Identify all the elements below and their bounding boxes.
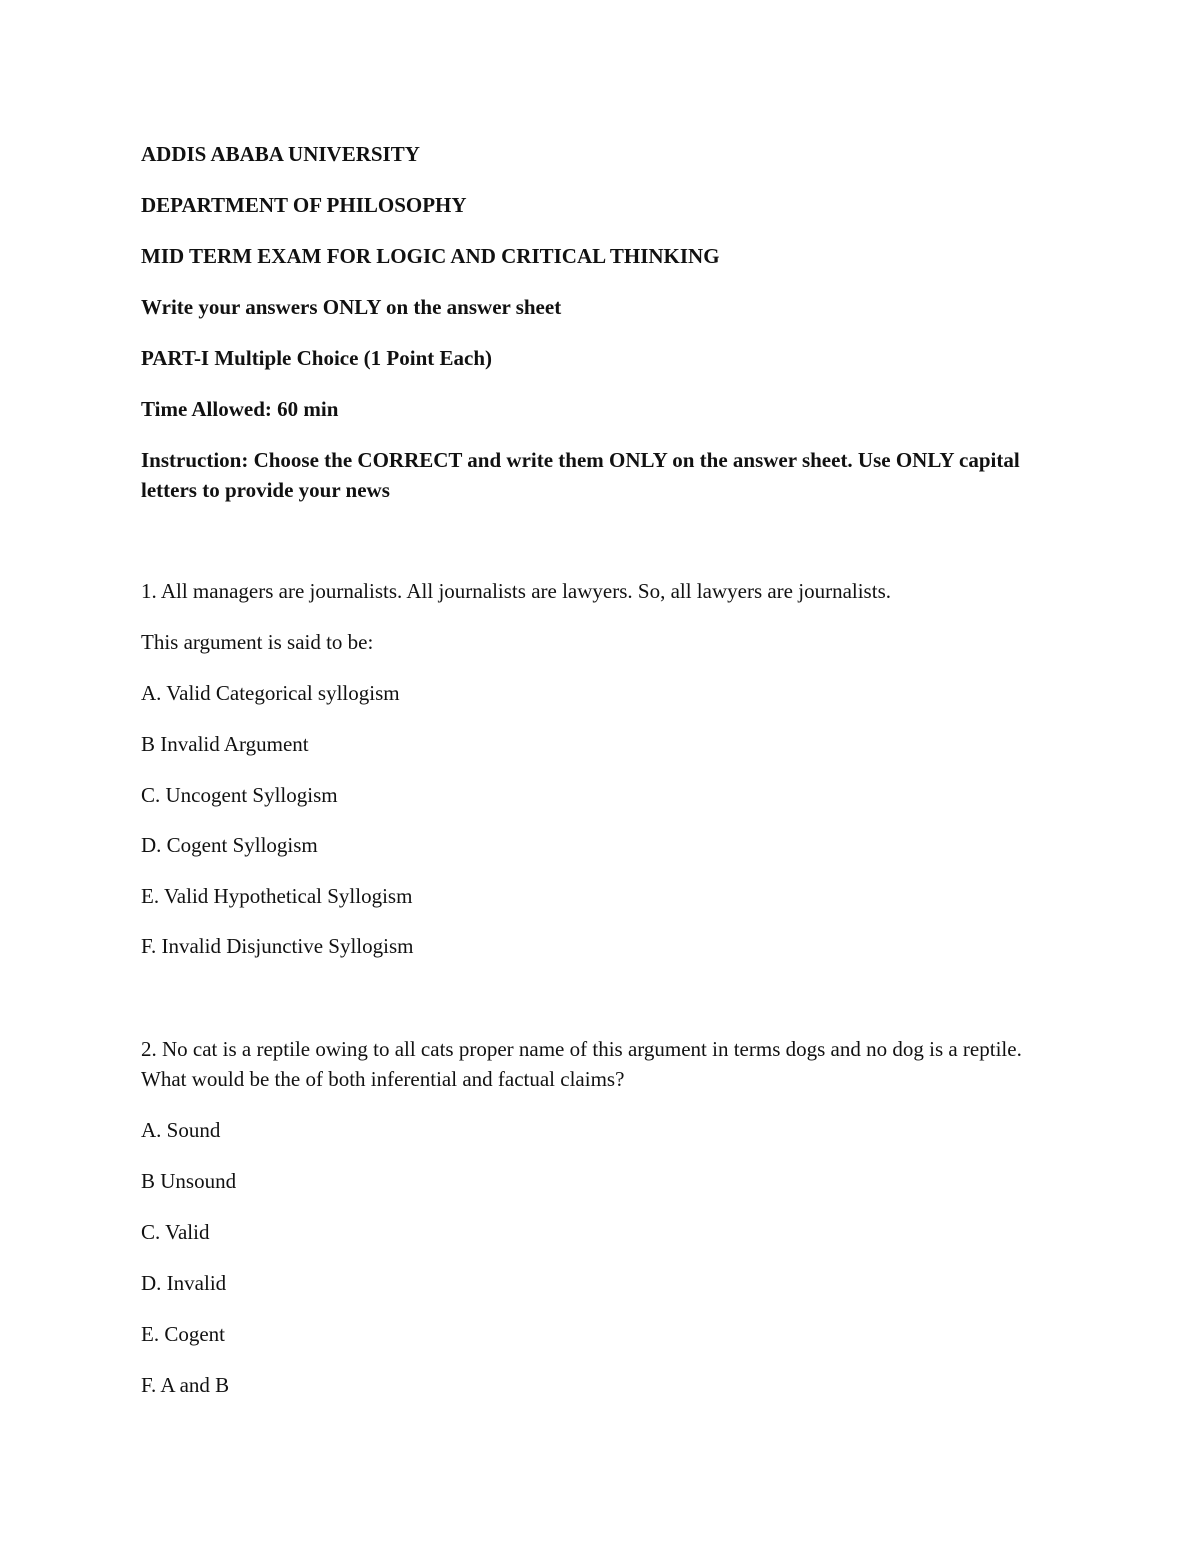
instruction-text: Instruction: Choose the CORRECT and write them ONLY on the answer sheet. Use ONLY capital letters to provide your news <box>141 448 1020 502</box>
question-2-option: A. Sound <box>141 1118 221 1142</box>
question-2-stem: 2. No cat is a reptile owing to all cats proper name of this argument in terms dogs and no dog is a reptile. What would be the of both inferential and factual claims? <box>141 1037 1022 1091</box>
question-1-option: F. Invalid Disjunctive Syllogism <box>141 934 414 958</box>
question-2-option: F. A and B <box>141 1373 230 1397</box>
question-1-option: A. Valid Categorical syllogism <box>141 681 400 705</box>
time-allowed: Time Allowed: 60 min <box>141 397 339 421</box>
question-1-prompt: This argument is said to be: <box>141 630 374 654</box>
answer-note: Write your answers ONLY on the answer sheet <box>141 295 562 319</box>
question-1-stem: 1. All managers are journalists. All journalists are lawyers. So, all lawyers are journalists. <box>141 579 891 603</box>
university-heading: ADDIS ABABA UNIVERSITY <box>141 142 420 166</box>
question-1-option: E. Valid Hypothetical Syllogism <box>141 884 413 908</box>
question-1-option: C. Uncogent Syllogism <box>141 783 338 807</box>
question-2-option: B Unsound <box>141 1169 237 1193</box>
question-2-option: E. Cogent <box>141 1322 225 1346</box>
exam-title: MID TERM EXAM FOR LOGIC AND CRITICAL THINKING <box>141 244 720 268</box>
question-1-option: D. Cogent Syllogism <box>141 833 318 857</box>
part-heading: PART-I Multiple Choice (1 Point Each) <box>141 346 493 370</box>
question-2-option: C. Valid <box>141 1220 210 1244</box>
department-heading: DEPARTMENT OF PHILOSOPHY <box>141 193 467 217</box>
question-2-option: D. Invalid <box>141 1271 227 1295</box>
question-1-option: B Invalid Argument <box>141 732 309 756</box>
